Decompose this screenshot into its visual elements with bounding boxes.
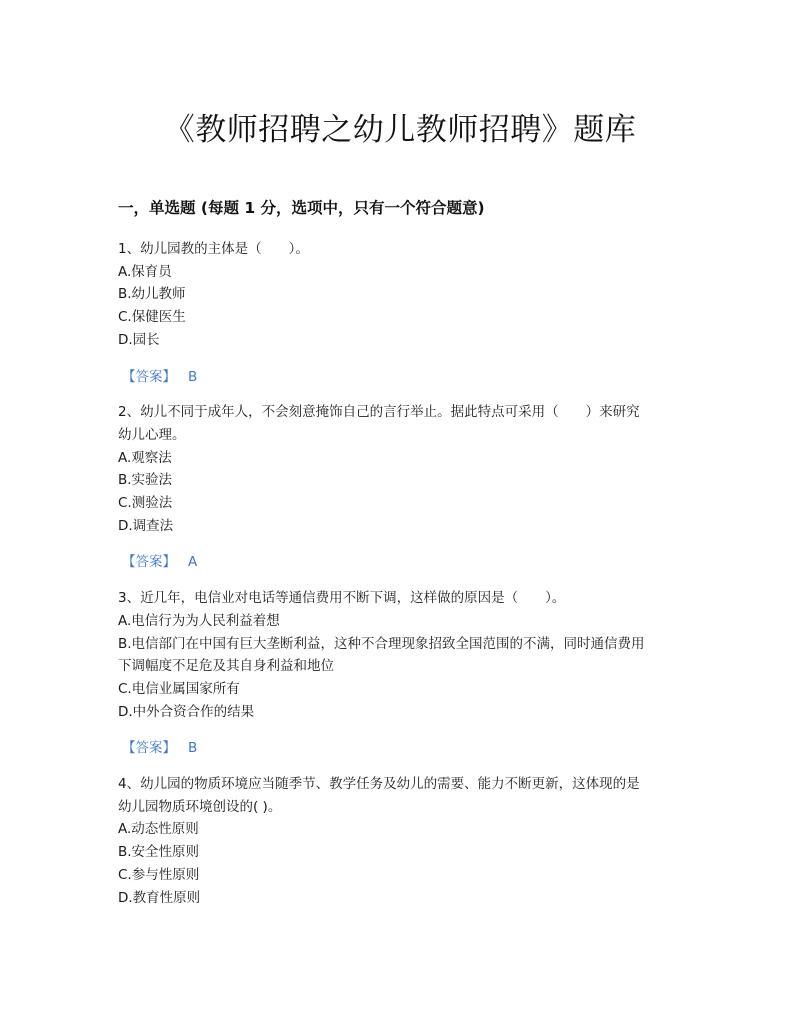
option-a: A.电信行为为人民利益着想 (118, 612, 280, 629)
option-a: A.动态性原则 (118, 821, 199, 838)
option-d: D.园长 (118, 331, 160, 348)
answer-line (122, 366, 688, 389)
option-d: D.教育性原则 (118, 889, 201, 906)
answer-value: B (188, 740, 198, 757)
option-c: C.测验法 (118, 495, 173, 512)
question-4 (118, 773, 688, 909)
question-2 (118, 401, 688, 574)
answer-line (122, 551, 688, 574)
question-3 (118, 587, 688, 760)
question-stem-line-1: 2、幼儿不同于成年人，不会刻意掩饰自己的言行举止。据此特点可采用（ ）来研究 (118, 404, 640, 421)
question-stem: 3、近几年，电信业对电话等通信费用不断下调，这样做的原因是（ ）。 (118, 590, 566, 607)
option-a: A.观察法 (118, 449, 172, 466)
option-c: C.参与性原则 (118, 866, 200, 883)
answer-value: B (188, 368, 198, 385)
answer-line (122, 737, 688, 760)
option-d: D.中外合资合作的结果 (118, 703, 255, 720)
question-1 (118, 238, 688, 388)
option-a: A.保育员 (118, 263, 172, 280)
question-stem-line-2: 幼儿心理。 (118, 426, 186, 443)
question-stem-line-2: 幼儿园物质环境创设的( )。 (118, 798, 282, 815)
option-b-line-1: B.电信部门在中国有巨大垄断利益，这种不合理现象招致全国范围的不满，同时通信费用 (118, 635, 645, 652)
question-stem-line-1: 4、幼儿园的物质环境应当随季节、教学任务及幼儿的需要、能力不断更新，这体现的是 (118, 776, 640, 793)
option-b: B.实验法 (118, 472, 173, 489)
option-c: C.电信业属国家所有 (118, 680, 240, 697)
answer-value: A (188, 554, 198, 571)
option-c: C.保健医生 (118, 309, 186, 326)
document-title: 《教师招聘之幼儿教师招聘》题库 (163, 112, 637, 148)
answer-label: 【答案】 (122, 554, 176, 571)
question-stem: 1、幼儿园教的主体是（ ）。 (118, 241, 309, 257)
answer-label: 【答案】 (122, 368, 176, 385)
option-b: B.安全性原则 (118, 844, 200, 861)
answer-label: 【答案】 (122, 740, 176, 757)
option-b: B.幼儿教师 (118, 286, 186, 303)
question-list (118, 238, 688, 909)
section-heading: 一，单选题 (每题 1 分，选项中，只有一个符合题意) (118, 199, 485, 217)
option-d: D.调查法 (118, 517, 174, 534)
option-b-line-2: 下调幅度不足危及其自身利益和地位 (118, 658, 334, 675)
